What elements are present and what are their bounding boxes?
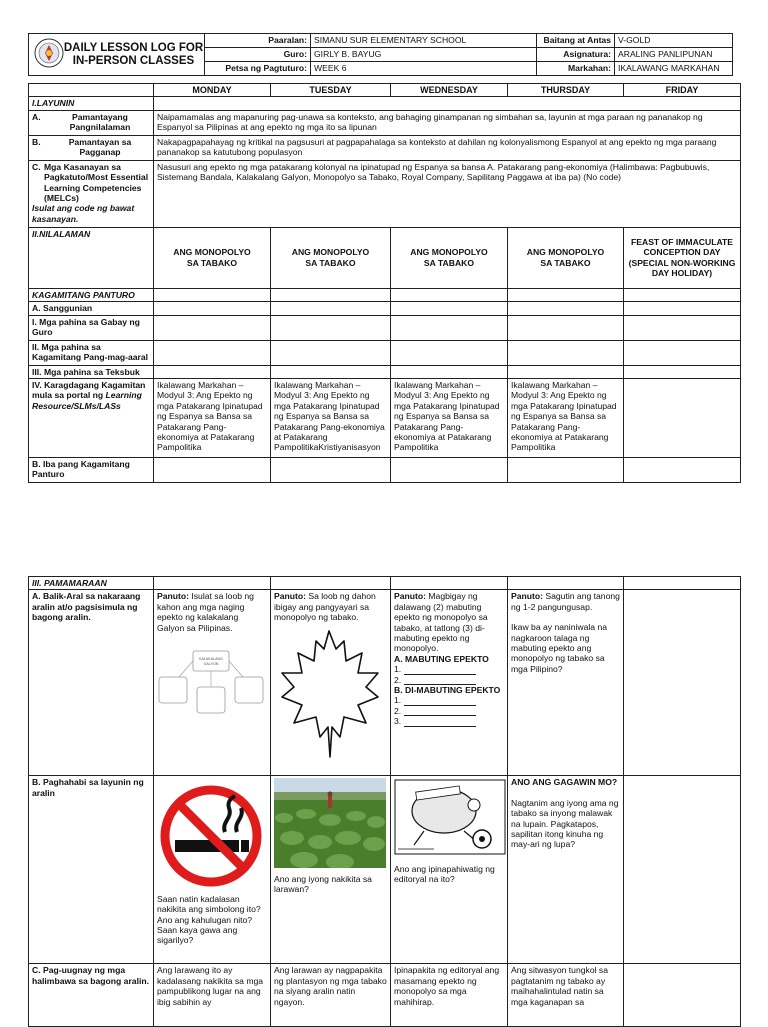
row-balik-aral: A. Balik-Aral sa nakaraang aralin at/o pagsisimula ng bagong aralin. [29, 590, 154, 776]
nilalaman-thursday: ANG MONOPOLYO SA TABAKO [508, 227, 624, 288]
pag-uugnay-thursday: Ang sitwasyon tungkol sa pagtatanim ng tabako ay maihahalintulad natin sa mga kaganapan sa [508, 964, 624, 1027]
row-kagamitang-pang-mag-aaral: II. Mga pahina sa Kagamitang Pang-mag-aaral [29, 340, 154, 365]
svg-text:GALYON: GALYON [203, 662, 219, 667]
leaf-outline-icon [274, 627, 384, 765]
lesson-table-2 [28, 576, 740, 1027]
karagdagang-wednesday: Ikalawang Markahan – Modyul 3: Ang Epekto ng mga Patakarang Ipinatupad ng Espanya sa Bansa sa Patakarang Pang-ekonomiya at Patakarang Pampolitika [391, 379, 508, 458]
mabuting-epekto-heading: A. MABUTING EPEKTO [394, 653, 489, 664]
header-title-line2: IN-PERSON CLASSES [72, 55, 195, 67]
header-block [28, 33, 732, 71]
row-sanggunian: A. Sanggunian [29, 302, 154, 315]
karagdagang-thursday: Ikalawang Markahan – Modyul 3: Ang Epekto ng mga Patakarang Ipinatupad ng Espanya sa Bansa sa Patakarang Pang-ekonomiya at Patakarang Pampolitika [508, 379, 624, 458]
day-wednesday: WEDNESDAY [391, 84, 508, 97]
pag-uugnay-wednesday: Ipinapakita ng editoryal ang masamang epekto ng monopolyo sa mga mahihirap. [391, 964, 508, 1027]
diagram-boxes-icon [157, 649, 265, 719]
balik-aral-monday: Panuto: Isulat sa loob ng kahon ang mga naging epekto ng kalakalang Galyon sa Pilipinas. KALAKALANG GALYON [154, 590, 271, 776]
deped-seal-icon [34, 38, 64, 68]
date-value: WEEK 6 [311, 62, 537, 76]
school-label: Paaralan: [205, 34, 311, 48]
section-pamamaraan: III. PAMAMARAAN [29, 577, 154, 590]
nilalaman-friday: FEAST OF IMMACULATE CONCEPTION DAY (SPECIAL NON-WORKING DAY HOLIDAY) [624, 227, 741, 288]
melcs-note: Isulat ang code ng bawat kasanayan. [32, 203, 135, 224]
tobacco-field-image [274, 778, 386, 868]
header-title-line1: DAILY LESSON LOG FOR [63, 42, 204, 54]
nilalaman-tuesday: ANG MONOPOLYO SA TABAKO [271, 227, 391, 288]
row-gabay-ng-guro: I. Mga pahina sa Gabay ng Guro [29, 315, 154, 340]
day-thursday: THURSDAY [508, 84, 624, 97]
header-title-cell [29, 34, 205, 76]
paghahabi-tuesday: Ano ang iyong nakikita sa larawan? [271, 776, 391, 964]
grade-label: Baitang at Antas [537, 34, 615, 48]
row-iba-pang-kagamitan: B. Iba pang Kagamitang Panturo [29, 458, 154, 483]
melcs-text: Nasusuri ang epekto ng mga patakarang kolonyal na ipinatupad ng Espanya sa bansa A. Patakarang pang-ekonomiya (Halimbawa: Pagbubuwis, Sistemang Bandala, Kalakalang Galyon, Monopolyo sa Tabako, Royal Company, Sapilitang Paggawa at iba pa) (No code) [154, 160, 741, 227]
karagdagang-monday: Ikalawang Markahan – Modyul 3: Ang Epekto ng mga Patakarang Ipinatupad ng Espanya sa Bansa sa Patakarang Pang-ekonomiya at Patakarang Pampolitika [154, 379, 271, 458]
di-mabuting-epekto-heading: B. DI-MABUTING EPEKTO [394, 685, 501, 696]
di-mabuting-blank-1: 1. [394, 695, 504, 705]
day-friday: FRIDAY [624, 84, 741, 97]
quarter-value: IKALAWANG MARKAHAN [615, 62, 733, 76]
row-teksbuk: III. Mga pahina sa Teksbuk [29, 365, 154, 378]
grade-value: V-GOLD [615, 34, 733, 48]
row-paghahabi: B. Paghahabi sa layunin ng aralin [29, 776, 154, 964]
di-mabuting-blank-2: 2. [394, 706, 504, 716]
row-pag-uugnay: C. Pag-uugnay ng mga halimbawa sa bagong aralin. [29, 964, 154, 1027]
date-label: Petsa ng Pagtuturo: [205, 62, 311, 76]
nilalaman-monday: ANG MONOPOLYO SA TABAKO [154, 227, 271, 288]
mabuting-blank-1: 1. [394, 664, 504, 674]
pag-uugnay-monday: Ang larawang ito ay kadalasang nakikita sa mga pampublikong lugar na ang ibig sabihin ay [154, 964, 271, 1027]
karagdagang-tuesday: Ikalawang Markahan – Modyul 3: Ang Epekto ng mga Patakarang Ipinatupad ng Espanya sa Bansa sa Patakarang Pang-ekonomiya at Patakarang PampolitikaKristiyanisasyon [271, 379, 391, 458]
day-tuesday: TUESDAY [271, 84, 391, 97]
row-karagdagang-kagamitan: IV. Karagdagang Kagamitan mula sa portal ng Learning Resource/SLMs/LASs [29, 379, 154, 458]
paghahabi-thursday: ANO ANG GAGAWIN MO? Nagtanim ang iyong ama ng tabako sa inyong malawak na lupain. Pagkatapos, sapilitan itong kinuha ng may-ari ng lupa? [508, 776, 624, 964]
section-kagamitan: KAGAMITANG PANTURO [29, 288, 154, 301]
mabuting-blank-2: 2. [394, 675, 504, 685]
paghahabi-monday: Saan natin kadalasan nakikita ang simbolong ito? Ano ang kahulugan nito? Saan kaya gawa ang sigarilyo? [154, 776, 271, 964]
row-pamantayan-sa-pagganap: B. Pamantayan sa Pagganap [29, 135, 154, 160]
balik-aral-thursday: Panuto: Sagutin ang tanong ng 1-2 pangungusap. Ikaw ba ay naniniwala na nagkaroon talaga ng mabuting epekto ang monopolyo ng tabako sa mga Pilipino? [508, 590, 624, 776]
school-value: SIMANU SUR ELEMENTARY SCHOOL [311, 34, 537, 48]
pamantayan-sa-pagganap-text: Nakapagpapahayag ng kritikal na pagsusuri at pagpapahalaga sa konteksto at dahilan ng kolonyalismong Espanyol at ang epekto ng mga paraang pananakop sa katutubong populasyon [154, 135, 741, 160]
row-melcs: C. Mga Kasanayan sa Pagkatuto/Most Essential Learning Competencies (MELCs) Isulat ang code ng bawat kasanayan. [29, 160, 154, 227]
day-monday: MONDAY [154, 84, 271, 97]
teacher-label: Guro: [205, 48, 311, 62]
pag-uugnay-tuesday: Ang larawan ay nagpapakita ng plantasyon ng mga tabako na siyang aralin natin ngayon. [271, 964, 391, 1027]
lesson-table-1 [28, 83, 740, 483]
svg-text:KALAKALANG: KALAKALANG [199, 657, 223, 662]
subject-value: ARALING PANLIPUNAN [615, 48, 733, 62]
balik-aral-wednesday: Panuto: Magbigay ng dalawang (2) mabuting epekto ng monopolyo sa tabako, at tatlong (3) di-mabuting epekto ng monopolyo. A. MABUTING EPEKTO 1. 2. B. DI-MABUTING EPEKTO 1. 2. 3. [391, 590, 508, 776]
balik-aral-tuesday: Panuto: Sa loob ng dahon ibigay ang pangyayari sa monopolyo ng tabako. [271, 590, 391, 776]
pamantayang-pangnilalaman-text: Naipamamalas ang mapanuring pag-unawa sa konteksto, ang bahaging ginampanan ng simbahan sa, layunin at mga paraan ng pananakop ng Espanyol sa Pilipinas at ang epekto ng mga ito sa lipunan [154, 110, 741, 135]
corner-cell [29, 84, 154, 97]
section-nilalaman: II.NILALAMAN [29, 227, 154, 288]
paghahabi-wednesday: Ano ang ipinapahiwatig ng editoryal na ito? [391, 776, 508, 964]
gagawin-heading: ANO ANG GAGAWIN MO? [511, 777, 618, 788]
no-smoking-icon [157, 782, 265, 890]
quarter-label: Markahan: [537, 62, 615, 76]
row-pamantayang-pangnilalaman: A. Pamantayang Pangnilalaman [29, 110, 154, 135]
teacher-value: GIRLY B. BAYUG [311, 48, 537, 62]
editorial-cartoon-image [394, 779, 506, 855]
nilalaman-wednesday: ANG MONOPOLYO SA TABAKO [391, 227, 508, 288]
di-mabuting-blank-3: 3. [394, 716, 504, 726]
section-layunin: I.LAYUNIN [29, 97, 154, 110]
subject-label: Asignatura: [537, 48, 615, 62]
